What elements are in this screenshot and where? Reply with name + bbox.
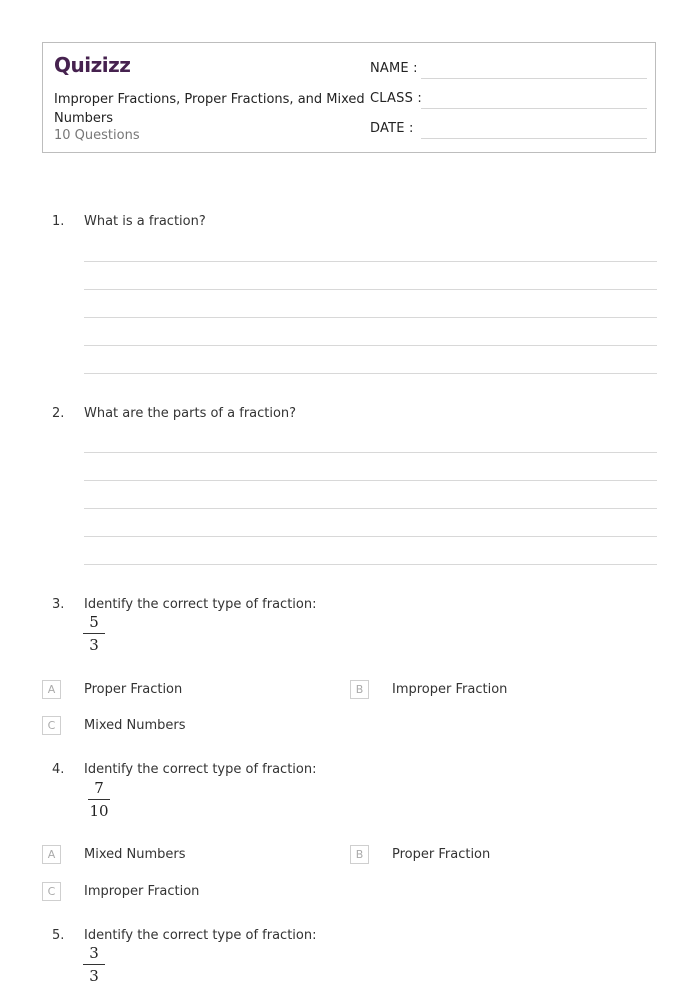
fraction-numerator: 3 [89,944,99,962]
question-5-text: Identify the correct type of fraction: [84,928,317,943]
question-2-text: What are the parts of a fraction? [84,406,297,421]
option-c-box[interactable]: C [42,882,61,901]
answer-line[interactable] [84,452,657,453]
worksheet-title: Improper Fractions, Proper Fractions, and Mixed Numbers [54,92,365,126]
quizizz-logo: Quizizz [54,53,131,77]
date-field[interactable] [421,138,647,139]
question-4-text: Identify the correct type of fraction: [84,762,317,777]
question-3-fraction [79,614,109,654]
fraction-denominator: 3 [89,636,99,654]
question-1-text: What is a fraction? [84,214,206,229]
answer-line[interactable] [84,508,657,509]
question-1-number: 1. [52,214,65,229]
answer-line[interactable] [84,373,657,374]
answer-line[interactable] [84,345,657,346]
question-3-number: 3. [52,597,65,612]
option-b-box[interactable]: B [350,845,369,864]
answer-line[interactable] [84,564,657,565]
question-count: 10 Questions [54,128,140,143]
question-2-number: 2. [52,406,65,421]
class-field[interactable] [421,108,647,109]
worksheet-header [42,42,656,153]
option-c-box[interactable]: C [42,716,61,735]
answer-line[interactable] [84,536,657,537]
option-a-text[interactable]: Mixed Numbers [84,847,186,862]
question-3-text: Identify the correct type of fraction: [84,597,317,612]
fraction-bar [83,633,105,634]
fraction-bar [88,799,110,800]
question-4-fraction [84,780,114,820]
option-c-text[interactable]: Mixed Numbers [84,718,186,733]
fraction-numerator: 7 [94,779,104,797]
option-a-box[interactable]: A [42,680,61,699]
question-4-number: 4. [52,762,65,777]
option-c-text[interactable]: Improper Fraction [84,884,200,899]
option-a-box[interactable]: A [42,845,61,864]
fraction-denominator: 10 [89,802,109,820]
answer-line[interactable] [84,289,657,290]
answer-line[interactable] [84,317,657,318]
answer-line[interactable] [84,261,657,262]
fraction-denominator: 3 [89,967,99,985]
name-field[interactable] [421,78,647,79]
option-b-box[interactable]: B [350,680,369,699]
date-label: DATE : [370,121,414,136]
option-b-text[interactable]: Proper Fraction [392,847,491,862]
question-5-number: 5. [52,928,65,943]
name-label: NAME : [370,61,418,76]
option-b-text[interactable]: Improper Fraction [392,682,508,697]
class-label: CLASS : [370,91,422,106]
question-5-fraction [79,945,109,985]
option-a-text[interactable]: Proper Fraction [84,682,183,697]
answer-line[interactable] [84,480,657,481]
fraction-bar [83,964,105,965]
fraction-numerator: 5 [89,613,99,631]
